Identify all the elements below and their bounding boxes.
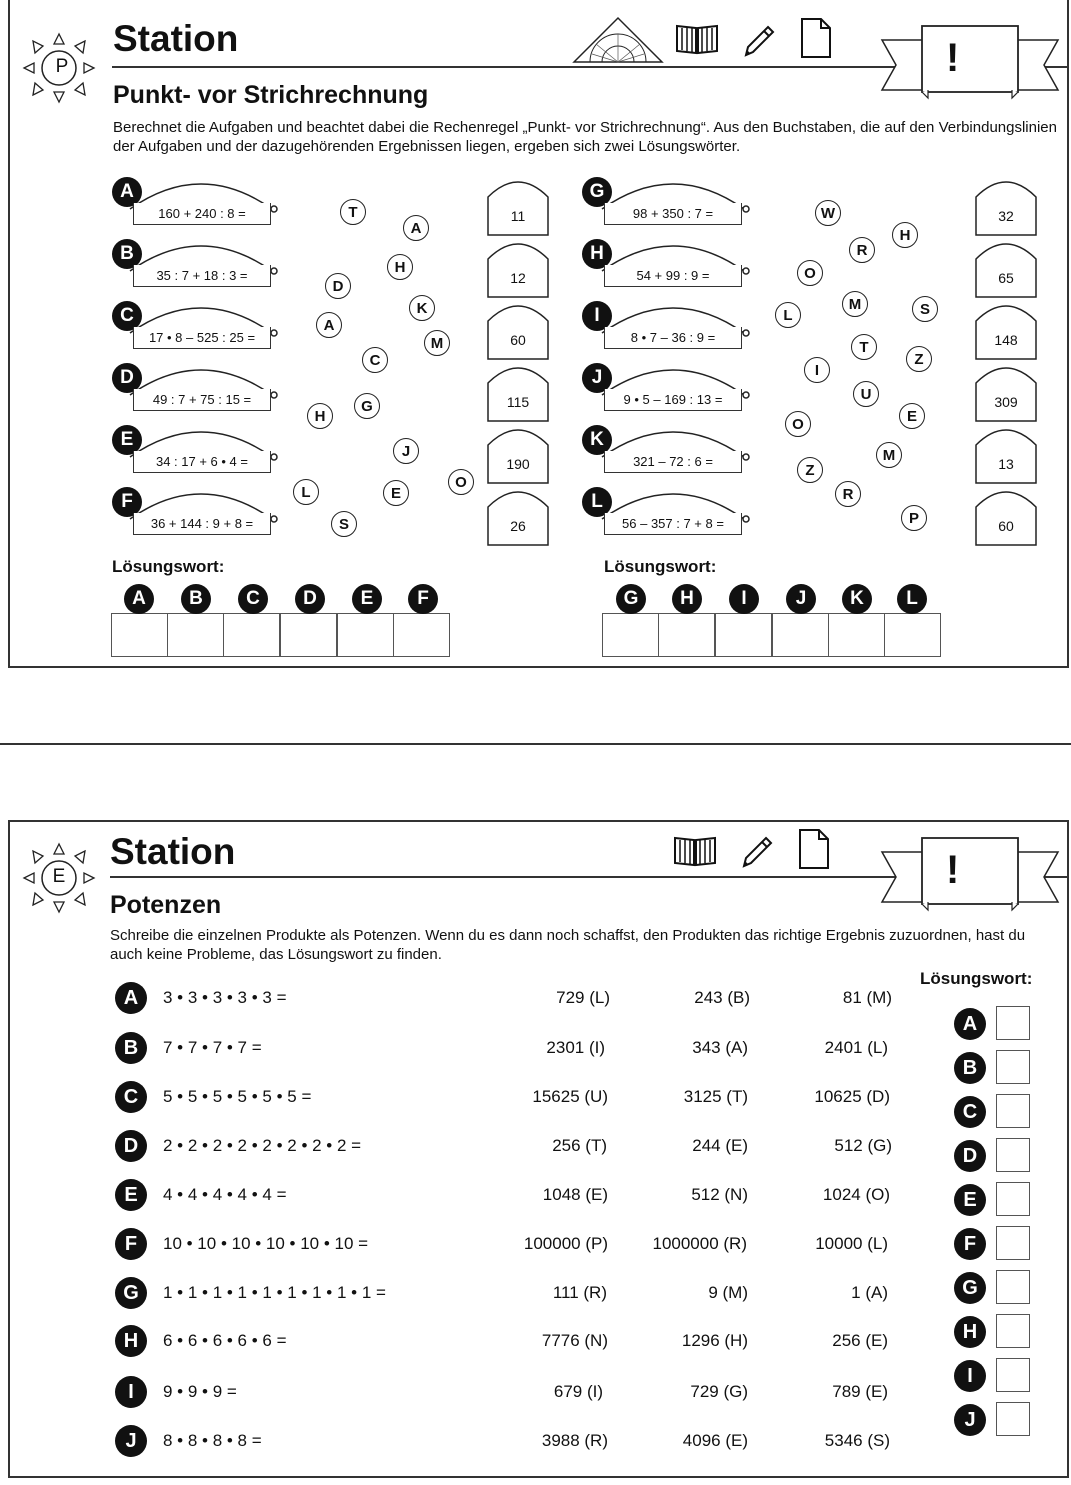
pencil-icon: [742, 24, 776, 58]
sun-letter: P: [55, 56, 69, 77]
answer-option: 3988 (R): [541, 1431, 608, 1450]
connector-point: [743, 516, 749, 522]
solution-badge: D: [954, 1140, 986, 1172]
letter-circle: J: [393, 438, 419, 464]
power-task-row: [115, 1376, 915, 1410]
book-icon: [672, 834, 718, 868]
solution-cell[interactable]: [715, 613, 772, 657]
solution-badge: I: [954, 1360, 986, 1392]
result-value: 26: [510, 518, 526, 534]
pencil-icon: [740, 835, 774, 869]
solution-cell[interactable]: [602, 613, 659, 657]
solution-badge: L: [897, 584, 927, 614]
card-subtitle: Punkt- vor Strichrechnung: [113, 81, 429, 109]
product-expression: 1 • 1 • 1 • 1 • 1 • 1 • 1 • 1 • 1 =: [163, 1283, 386, 1302]
letter-circle: G: [354, 393, 380, 419]
solution-badge: I: [729, 584, 759, 614]
product-expression: 7 • 7 • 7 • 7 =: [163, 1038, 262, 1057]
letter-circle: D: [325, 273, 351, 299]
task-badge: A: [112, 177, 142, 207]
banner-exclamation: !: [946, 848, 960, 892]
solution-badge: E: [954, 1184, 986, 1216]
task-expression: 9 • 5 – 169 : 13 =: [604, 389, 742, 411]
letter-circle: O: [448, 469, 474, 495]
task-badge: E: [112, 425, 142, 455]
letter-circle: K: [409, 295, 435, 321]
page-separator: [0, 743, 1071, 745]
result-house: [974, 423, 1038, 485]
result-house: [486, 423, 550, 485]
task-badge: K: [582, 425, 612, 455]
letter-circle: O: [797, 260, 823, 286]
solution-cell[interactable]: [337, 613, 394, 657]
connector-point: [743, 206, 749, 212]
solution-box[interactable]: [996, 1006, 1030, 1040]
connector-point: [271, 454, 277, 460]
answer-option: 789 (E): [832, 1382, 888, 1401]
letter-circle: T: [340, 199, 366, 225]
letter-circle: A: [316, 312, 342, 338]
book-icon: [674, 22, 720, 56]
power-task-row: [115, 1179, 915, 1213]
document-icon: [800, 17, 832, 59]
task-expression: 36 + 144 : 9 + 8 =: [133, 513, 271, 535]
answer-option: 1000000 (R): [652, 1234, 747, 1253]
task-expression: 321 – 72 : 6 =: [604, 451, 742, 473]
card-subtitle: Potenzen: [110, 891, 222, 919]
product-expression: 2 • 2 • 2 • 2 • 2 • 2 • 2 • 2 =: [163, 1136, 362, 1155]
answer-option: 1296 (H): [681, 1331, 748, 1350]
letter-circle: O: [785, 411, 811, 437]
solution-badge: K: [842, 584, 872, 614]
task-badge: H: [582, 239, 612, 269]
result-value: 148: [994, 332, 1018, 348]
instruction-text: Schreibe die einzelnen Produkte als Potenzen. Wenn du es dann noch schaffst, den Produkten das richtige Ergebnis zuzuordnen, hast du auch keine Probleme, das Lösungswort zu finden.: [110, 927, 1026, 963]
connector-point: [743, 454, 749, 460]
sun-letter: E: [52, 866, 66, 887]
result-house: [974, 237, 1038, 299]
solution-box[interactable]: [996, 1358, 1030, 1392]
power-task-row: [115, 982, 915, 1016]
answer-option: 1 (A): [851, 1283, 888, 1302]
result-house: [486, 175, 550, 237]
result-house: [486, 361, 550, 423]
letter-circle: C: [362, 347, 388, 373]
letter-circle: L: [775, 302, 801, 328]
task-badge: H: [115, 1325, 147, 1357]
solution-box[interactable]: [996, 1182, 1030, 1216]
solution-badge: B: [181, 584, 211, 614]
answer-option: 3125 (T): [683, 1087, 748, 1106]
answer-option: 244 (E): [692, 1136, 748, 1155]
solution-cell[interactable]: [167, 613, 224, 657]
task-expression: 160 + 240 : 8 =: [133, 203, 271, 225]
letter-circle: R: [849, 237, 875, 263]
result-value: 11: [510, 208, 526, 224]
letter-circle: S: [331, 511, 357, 537]
solution-cell[interactable]: [393, 613, 450, 657]
letter-circle: A: [403, 215, 429, 241]
result-house: [974, 485, 1038, 547]
task-expression: 49 : 7 + 75 : 15 =: [133, 389, 271, 411]
solution-label: Lösungswort:: [920, 969, 1033, 988]
answer-option: 512 (N): [691, 1185, 748, 1204]
answer-option: 679 (I): [553, 1382, 603, 1401]
task-badge: G: [115, 1277, 147, 1309]
letter-circle: Z: [797, 457, 823, 483]
task-badge: G: [582, 177, 612, 207]
solution-badge: A: [124, 584, 154, 614]
task-badge: A: [115, 982, 147, 1014]
answer-option: 1024 (O): [822, 1185, 890, 1204]
solution-badge: F: [408, 584, 438, 614]
answer-option: 256 (T): [552, 1136, 607, 1155]
solution-badge: H: [954, 1316, 986, 1348]
task-expression: 35 : 7 + 18 : 3 =: [133, 265, 271, 287]
result-house: [486, 485, 550, 547]
task-expression: 98 + 350 : 7 =: [604, 203, 742, 225]
product-expression: 8 • 8 • 8 • 8 =: [163, 1431, 262, 1450]
connector-point: [271, 268, 277, 274]
power-task-row: [115, 1228, 915, 1262]
connector-point: [743, 268, 749, 274]
letter-circle: I: [804, 357, 830, 383]
task-expression: 17 • 8 – 525 : 25 =: [133, 327, 271, 349]
solution-badge: G: [954, 1272, 986, 1304]
result-value: 309: [994, 394, 1018, 410]
solution-badge: C: [238, 584, 268, 614]
letter-circle: W: [815, 200, 841, 226]
solution-badge: H: [672, 584, 702, 614]
result-value: 60: [510, 332, 526, 348]
task-expression: 34 : 17 + 6 • 4 =: [133, 451, 271, 473]
result-house: [486, 237, 550, 299]
task-expression: 8 • 7 – 36 : 9 =: [604, 327, 742, 349]
task-badge: I: [115, 1376, 147, 1408]
solution-badge: F: [954, 1228, 986, 1260]
answer-option: 10000 (L): [815, 1234, 888, 1253]
solution-box[interactable]: [996, 1138, 1030, 1172]
result-value: 115: [506, 394, 530, 410]
result-house: [974, 299, 1038, 361]
letter-circle: Z: [906, 346, 932, 372]
solution-badge: D: [295, 584, 325, 614]
solution-box[interactable]: [996, 1314, 1030, 1348]
answer-option: 256 (E): [832, 1331, 888, 1350]
power-task-row: [115, 1032, 915, 1066]
solution-box[interactable]: [996, 1094, 1030, 1128]
task-badge: L: [582, 487, 612, 517]
solution-cell[interactable]: [658, 613, 715, 657]
task-badge: C: [112, 301, 142, 331]
power-task-row: [115, 1081, 915, 1115]
connector-point: [271, 330, 277, 336]
answer-option: 512 (G): [834, 1136, 892, 1155]
letter-circle: U: [853, 381, 879, 407]
solution-box[interactable]: [996, 1270, 1030, 1304]
answer-option: 100000 (P): [523, 1234, 608, 1253]
letter-circle: H: [387, 254, 413, 280]
answer-option: 243 (B): [694, 988, 750, 1007]
solution-badge: B: [954, 1052, 986, 1084]
result-value: 12: [510, 270, 526, 286]
product-expression: 9 • 9 • 9 =: [163, 1382, 237, 1401]
connector-point: [271, 206, 277, 212]
solution-cell[interactable]: [280, 613, 337, 657]
answer-option: 10625 (D): [814, 1087, 890, 1106]
answer-option: 729 (L): [556, 988, 610, 1007]
solution-cell[interactable]: [111, 613, 168, 657]
solution-cell[interactable]: [772, 613, 829, 657]
answer-option: 729 (G): [690, 1382, 748, 1401]
task-badge: D: [115, 1130, 147, 1162]
letter-circle: P: [901, 505, 927, 531]
task-expression: 56 – 357 : 7 + 8 =: [604, 513, 742, 535]
result-value: 60: [998, 518, 1014, 534]
connector-point: [743, 330, 749, 336]
product-expression: 3 • 3 • 3 • 3 • 3 =: [163, 988, 287, 1007]
connector-point: [271, 516, 277, 522]
power-task-row: [115, 1425, 915, 1459]
letter-circle: S: [912, 296, 938, 322]
task-badge: J: [582, 363, 612, 393]
letter-circle: H: [892, 222, 918, 248]
station-title: Station: [113, 18, 239, 59]
solution-box[interactable]: [996, 1226, 1030, 1260]
power-task-row: [115, 1277, 915, 1311]
letter-circle: T: [851, 334, 877, 360]
answer-option: 9 (M): [708, 1283, 748, 1302]
banner-exclamation: !: [946, 36, 960, 80]
solution-cell[interactable]: [828, 613, 885, 657]
answer-option: 2301 (I): [546, 1038, 605, 1057]
connector-point: [271, 392, 277, 398]
product-expression: 4 • 4 • 4 • 4 • 4 =: [163, 1185, 287, 1204]
result-value: 13: [998, 456, 1014, 472]
solution-box[interactable]: [996, 1402, 1030, 1436]
result-value: 32: [998, 208, 1014, 224]
letter-circle: E: [383, 480, 409, 506]
solution-badge: J: [954, 1404, 986, 1436]
result-house: [974, 175, 1038, 237]
task-badge: C: [115, 1081, 147, 1113]
letter-circle: R: [835, 481, 861, 507]
task-badge: F: [112, 487, 142, 517]
product-expression: 6 • 6 • 6 • 6 • 6 =: [163, 1331, 287, 1350]
result-value: 65: [998, 270, 1014, 286]
solution-cell[interactable]: [223, 613, 280, 657]
solution-label: Lösungswort:: [604, 557, 717, 576]
power-task-row: [115, 1130, 915, 1164]
answer-option: 7776 (N): [541, 1331, 608, 1350]
letter-circle: E: [899, 403, 925, 429]
task-badge: J: [115, 1425, 147, 1457]
power-task-row: [115, 1325, 915, 1359]
task-badge: D: [112, 363, 142, 393]
answer-option: 1048 (E): [542, 1185, 608, 1204]
task-badge: F: [115, 1228, 147, 1260]
answer-option: 2401 (L): [824, 1038, 888, 1057]
task-badge: B: [115, 1032, 147, 1064]
result-house: [974, 361, 1038, 423]
connector-point: [743, 392, 749, 398]
solution-badge: E: [352, 584, 382, 614]
task-badge: I: [582, 301, 612, 331]
product-expression: 10 • 10 • 10 • 10 • 10 • 10 =: [163, 1234, 369, 1253]
answer-option: 81 (M): [842, 988, 892, 1007]
solution-badge: C: [954, 1096, 986, 1128]
letter-circle: H: [307, 403, 333, 429]
solution-label: Lösungswort:: [112, 557, 225, 576]
solution-cell[interactable]: [884, 613, 941, 657]
answer-option: 111 (R): [552, 1283, 607, 1302]
answer-option: 15625 (U): [532, 1087, 608, 1106]
answer-option: 5346 (S): [824, 1431, 890, 1450]
task-expression: 54 + 99 : 9 =: [604, 265, 742, 287]
letter-circle: M: [424, 330, 450, 356]
instruction-text: Berechnet die Aufgaben und beachtet dabei die Rechenregel „Punkt- vor Strichrechnung“. Aus den Buchstaben, die auf den Verbindungslinien der Aufgaben und der dazugehörenden Ergebnissen liegen, ergeben sich zwei Lösungswörter.: [113, 119, 1057, 155]
product-expression: 5 • 5 • 5 • 5 • 5 • 5 =: [163, 1087, 312, 1106]
letter-circle: M: [842, 291, 868, 317]
document-icon: [798, 828, 830, 870]
result-house: [486, 299, 550, 361]
task-badge: E: [115, 1179, 147, 1211]
ribbon-banner: [880, 834, 1060, 914]
answer-option: 4096 (E): [682, 1431, 748, 1450]
solution-box[interactable]: [996, 1050, 1030, 1084]
set-square-icon: [572, 16, 664, 64]
solution-badge: J: [786, 584, 816, 614]
task-badge: B: [112, 239, 142, 269]
result-value: 190: [506, 456, 530, 472]
solution-badge: A: [954, 1008, 986, 1040]
station-title: Station: [110, 831, 236, 872]
letter-circle: L: [293, 479, 319, 505]
letter-circle: M: [876, 442, 902, 468]
ribbon-banner: [880, 22, 1060, 102]
solution-badge: G: [616, 584, 646, 614]
answer-option: 343 (A): [692, 1038, 748, 1057]
